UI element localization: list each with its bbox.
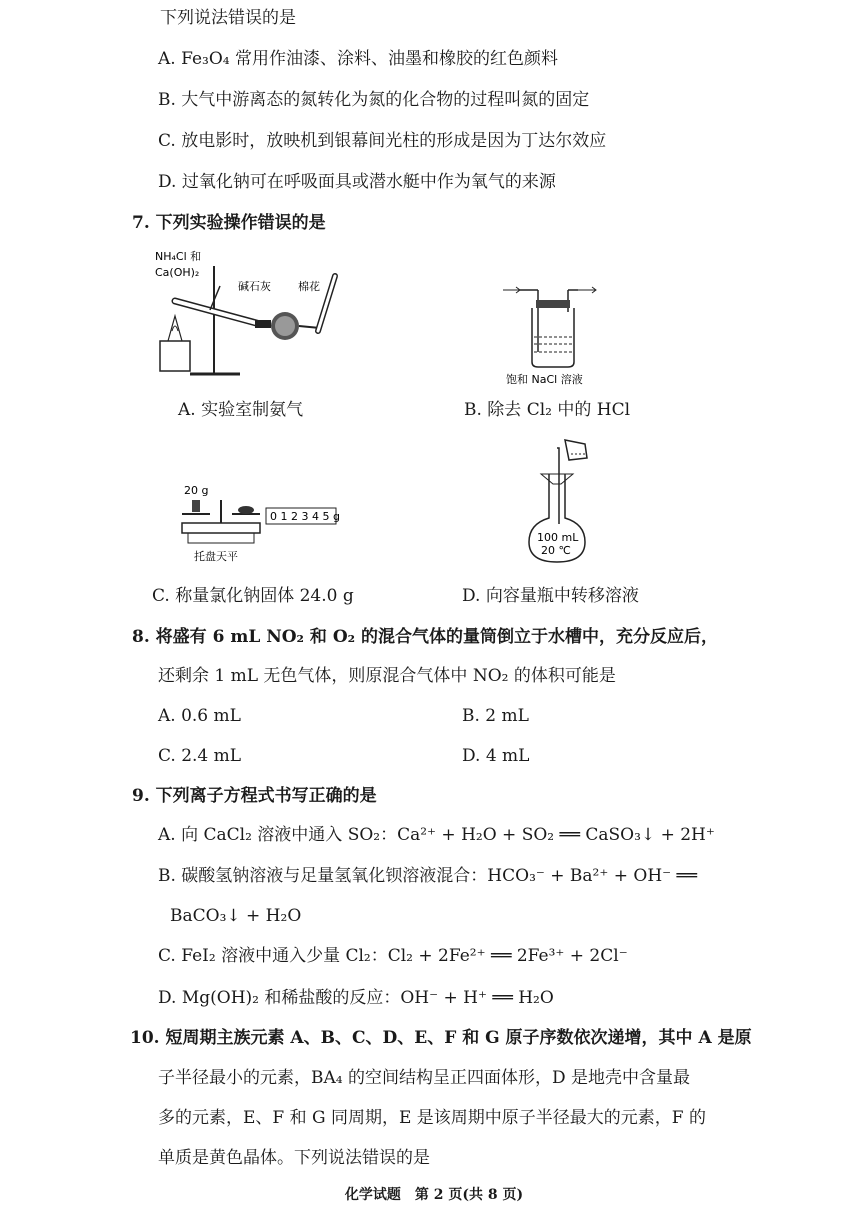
fig-a-caption: A. 实验室制氨气 [178, 400, 304, 420]
page-footer: 化学试题 第 2 页(共 8 页) [344, 1187, 524, 1203]
q9-option-d: D. Mg(OH)₂ 和稀盐酸的反应：OH⁻ + H⁺ ══ H₂O [158, 988, 554, 1008]
q7-stem: 7. 下列实验操作错误的是 [132, 213, 326, 233]
q8-option-d: D. 4 mL [462, 746, 530, 766]
q9-option-c: C. FeI₂ 溶液中通入少量 Cl₂：Cl₂ + 2Fe²⁺ ══ 2Fe³⁺ + 2Cl⁻ [158, 946, 628, 966]
figB-label: 饱和 NaCl 溶液 [506, 373, 583, 386]
q6-option-b: B. 大气中游离态的氮转化为氮的化合物的过程叫氮的固定 [158, 90, 590, 110]
figure-balance [180, 478, 350, 568]
q9-option-a: A. 向 CaCl₂ 溶液中通入 SO₂：Ca²⁺ + H₂O + SO₂ ══ CaSO₃↓ + 2H⁺ [158, 825, 715, 845]
q8-option-c: C. 2.4 mL [158, 746, 242, 766]
figA-reagent-line2: Ca(OH)₂ [155, 266, 200, 279]
q9-option-b-line2: BaCO₃↓ + H₂O [170, 906, 302, 926]
q6-option-a: A. Fe₃O₄ 常用作油漆、涂料、油墨和橡胶的红色颜料 [158, 49, 558, 69]
q8-stem-line2: 还剩余 1 mL 无色气体，则原混合气体中 NO₂ 的体积可能是 [158, 666, 616, 686]
figA-soda-lime-label: 碱石灰 [238, 280, 271, 293]
figC-weight-label: 20 g [184, 484, 209, 497]
q8-stem-line1: 8. 将盛有 6 mL NO₂ 和 O₂ 的混合气体的量筒倒立于水槽中，充分反应后， [132, 627, 718, 647]
q10-line4: 单质是黄色晶体。下列说法错误的是 [158, 1148, 430, 1168]
q9-stem: 9. 下列离子方程式书写正确的是 [132, 786, 377, 806]
fig-d-caption: D. 向容量瓶中转移溶液 [462, 586, 639, 606]
figure-washing-bottle [498, 282, 618, 387]
q10-line3: 多的元素，E、F 和 G 同周期，E 是该周期中原子半径最大的元素，F 的 [158, 1108, 707, 1128]
q6-option-c: C. 放电影时，放映机到银幕间光柱的形成是因为丁达尔效应 [158, 131, 607, 151]
fig-c-caption: C. 称量氯化钠固体 24.0 g [152, 586, 354, 606]
figA-cotton-label: 棉花 [298, 280, 320, 293]
figA-reagent-line1: NH₄Cl 和 [155, 250, 202, 263]
figC-scale-label: 0 1 2 3 4 5 g [270, 510, 340, 523]
fig-b-caption: B. 除去 Cl₂ 中的 HCl [464, 400, 631, 420]
figD-flask-label2: 20 ℃ [541, 544, 571, 557]
figC-balance-label: 托盘天平 [194, 550, 238, 563]
q10-line1: 10. 短周期主族元素 A、B、C、D、E、F 和 G 原子序数依次递增，其中 A 是原 [130, 1028, 752, 1048]
figure-ammonia-apparatus [150, 246, 360, 381]
q10-line2: 子半径最小的元素，BA₄ 的空间结构呈正四面体形，D 是地壳中含量最 [158, 1068, 691, 1088]
q8-option-a: A. 0.6 mL [158, 706, 241, 726]
q8-option-b: B. 2 mL [462, 706, 529, 726]
q9-option-b-line1: B. 碳酸氢钠溶液与足量氢氧化钡溶液混合：HCO₃⁻ + Ba²⁺ + OH⁻ ══ [158, 866, 697, 886]
figure-volumetric-flask [515, 438, 605, 568]
figD-flask-label1: 100 mL [537, 531, 579, 544]
q6-option-d: D. 过氧化钠可在呼吸面具或潜水艇中作为氧气的来源 [158, 172, 556, 192]
q6-stem: 下列说法错误的是 [160, 8, 296, 28]
